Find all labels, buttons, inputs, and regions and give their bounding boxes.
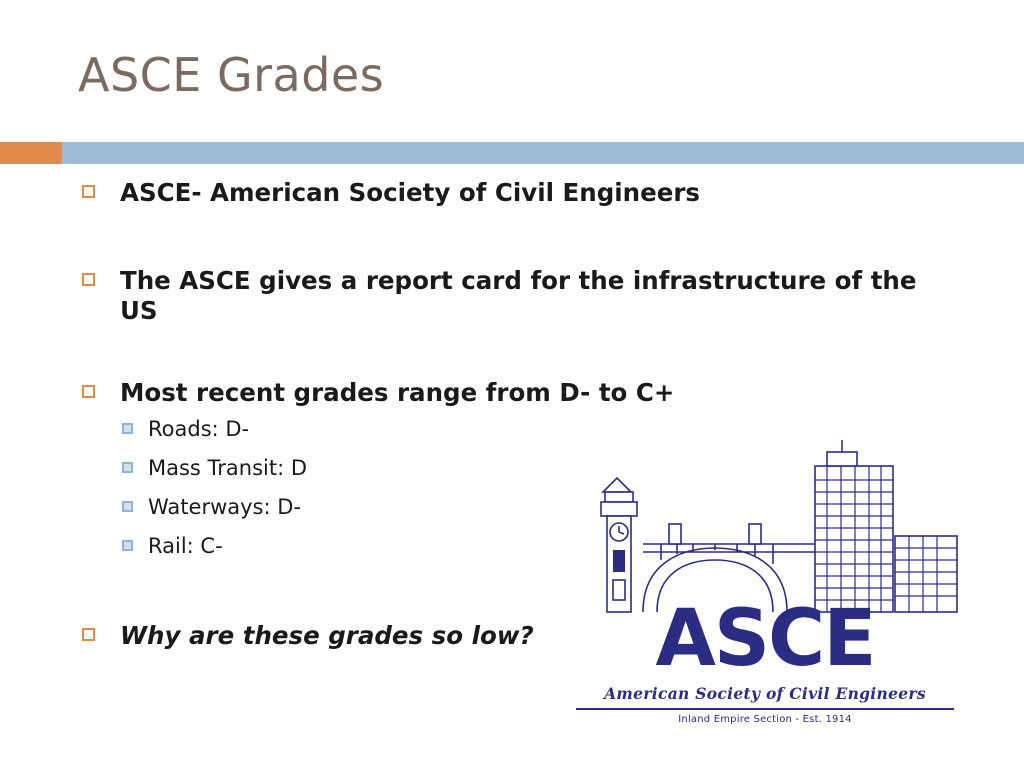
title-divider <box>0 142 1024 164</box>
list-item <box>78 416 958 443</box>
divider-blue-segment <box>62 142 1024 164</box>
asce-subtitle: American Society of Civil Engineers <box>604 684 926 704</box>
spacer <box>78 326 958 378</box>
list-item-label: ASCE- American Society of Civil Engineers <box>120 178 701 207</box>
list-item-label: Mass Transit: D <box>148 455 308 480</box>
list-item-label: The ASCE gives a report card for the infrastructure of the US <box>120 265 917 325</box>
page-title: ASCE Grades <box>78 48 385 102</box>
bullet-square-icon <box>82 273 95 286</box>
spacer <box>78 208 958 266</box>
asce-section-note: Inland Empire Section - Est. 1914 <box>678 714 852 726</box>
bullet-square-icon <box>122 540 133 551</box>
bullet-square-icon <box>122 423 133 434</box>
bullet-square-icon <box>82 628 95 641</box>
bullet-square-icon <box>122 462 133 473</box>
list-item-label: Rail: C- <box>148 534 223 559</box>
list-item-label: Waterways: D- <box>148 495 301 520</box>
list-item <box>78 266 958 326</box>
list-item <box>78 178 958 208</box>
list-item-label: Why are these grades so low? <box>120 620 534 650</box>
asce-logo <box>565 440 965 730</box>
bullet-square-icon <box>82 185 95 198</box>
list-item-label: Most recent grades range from D- to C+ <box>120 377 675 407</box>
asce-wordmark: ASCE <box>655 594 875 684</box>
bullet-square-icon <box>82 385 95 398</box>
logo-divider <box>576 708 954 710</box>
asce-wordmark-block <box>565 594 965 726</box>
divider-orange-segment <box>0 142 62 164</box>
list-item-label: Roads: D- <box>148 416 250 441</box>
bullet-square-icon <box>122 501 133 512</box>
list-item <box>78 378 958 408</box>
asce-skyline-illustration <box>565 440 965 615</box>
